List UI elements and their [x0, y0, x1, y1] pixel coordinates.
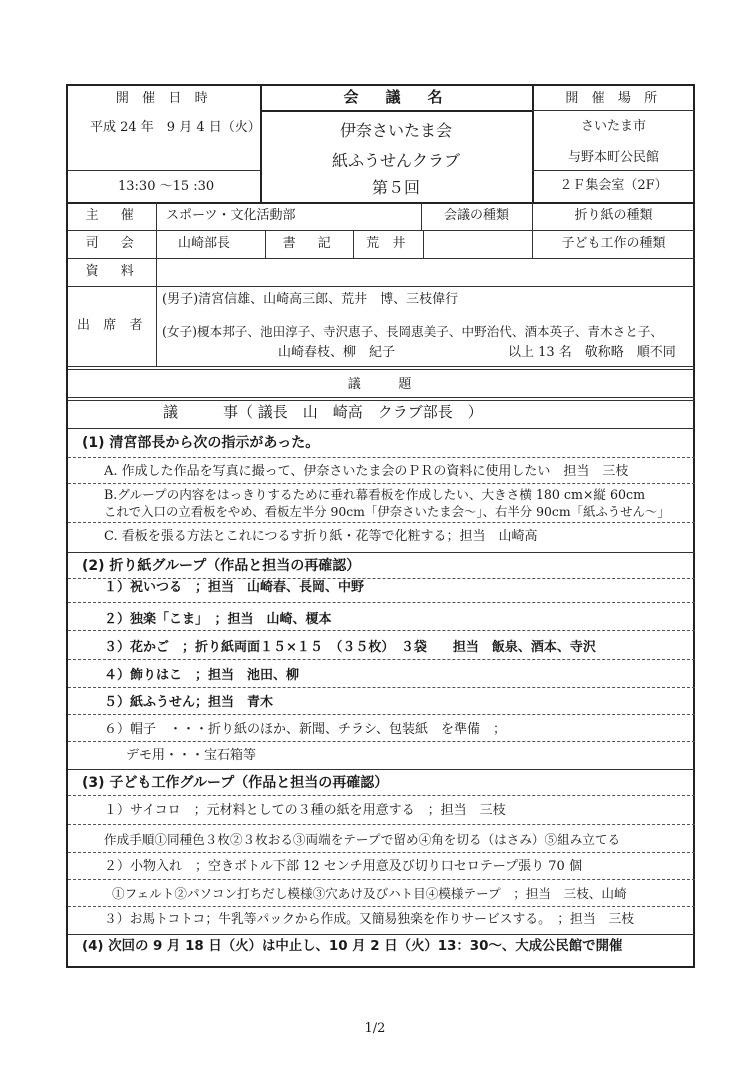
venue-hall: 与野本町公民館 [567, 150, 659, 165]
section-2-item-5: ５）紙ふうせん；担当 青木 [104, 695, 274, 710]
materials-label: 資 料 [85, 264, 139, 279]
chair-value: 山崎部長 [178, 236, 231, 251]
venue-city: さいたま市 [580, 119, 646, 134]
meeting-type-value: 折り紙の種類 [574, 208, 653, 223]
section-3-procedure: 作成手順①同種色３枚②３枚おる③両端をテープで留め④角を切る（はさみ）⑤組み立てる [104, 832, 621, 847]
meeting-club: 紙ふうせんクラブ [331, 151, 460, 170]
kids-craft-value: 子ども工作の種類 [561, 236, 666, 251]
proceedings-title: 議 事（ 議長 山 崎高 クラブ部長 ） [163, 403, 483, 421]
agenda-title: 議 題 [347, 377, 416, 392]
organizer-label: 主 催 [85, 208, 139, 223]
section-4-heading: (4) 次回の 9 月 18 日（火）は中止し、10 月 2 日（火）13：30〜、大成公民館で開催 [82, 939, 623, 954]
meeting-org: 伊奈さいたま会 [339, 121, 452, 140]
section-3-heading: (3) 子ども工作グループ（作品と担当の再確認） [82, 775, 389, 791]
section-2-heading: (2) 折り紙グループ（作品と担当の再確認） [82, 558, 361, 574]
attendees-male: (男子)清宮信雄、山崎高三郎、荒井 博、三枝偉行 [162, 292, 459, 307]
page-number: 1/2 [364, 1021, 386, 1036]
section-2-item-6: ６）帽子 ・・・折り紙のほか、新聞、チラシ、包装紙 を準備 ； [104, 722, 506, 737]
time-value: 13:30 〜15 :30 [118, 179, 215, 194]
minutes-frame [66, 84, 695, 968]
attendees-label: 出 席 者 [76, 318, 147, 333]
attendees-summary: 以上 13 名 敬称略 順不同 [508, 345, 676, 360]
meeting-type-label: 会議の種類 [443, 208, 509, 223]
attendees-female-1: (女子)榎本邦子、池田淳子、寺沢恵子、長岡恵美子、中野治代、酒本英子、青木さと子、 [162, 324, 663, 339]
section-2-item-2: ２）独楽「こま」 ；担当 山崎、榎本 [104, 612, 332, 627]
section-3-item-2: ２）小物入れ ；空きボトル下部 12 センチ用意及び切り口セロテープ張り 70 個 [104, 859, 582, 874]
section-2-item-6-demo: デモ用・・・宝石箱等 [126, 748, 257, 763]
chair-label: 司 会 [85, 236, 139, 251]
section-3-item-2-detail: ①フェルト②パソコン打ちだし模様③穴あけ及びハト目④模様テープ ；担当 三枝、山崎 [112, 886, 627, 901]
secretary-label: 書 記 [282, 236, 336, 251]
meeting-number: 第５回 [371, 178, 420, 197]
section-1-line-c: C. 看板を張る方法とこれにつるす折り紙・花等で化粧する；担当 山崎高 [104, 529, 538, 544]
venue-room: ２Ｆ集会室（2F） [559, 178, 668, 193]
date-value: 平成 24 年 9 月 4 日（火） [90, 120, 261, 135]
organizer-value: スポーツ・文化活動部 [166, 208, 296, 223]
attendees-female-2: 山崎春枝、柳 紀子 [278, 345, 396, 360]
secretary-value: 荒 井 [366, 236, 410, 251]
section-3-item-1: １）サイコロ ；元材料としての３種の紙を用意する ；担当 三枝 [104, 803, 506, 818]
date-label: 開 催 日 時 [115, 91, 213, 106]
section-2-item-4: ４）飾りはこ ；担当 池田、柳 [104, 668, 300, 683]
section-2-item-3: ３）花かご ；折り紙両面１５×１５ （３５枚） ３袋 担当 飯泉、酒本、寺沢 [104, 640, 596, 655]
section-1-line-b2: これで入口の立看板をやめ、看板左半分 90cm「伊奈さいたま会〜」、右半分 90cm「紙ふうせん〜」 [104, 504, 670, 519]
meeting-name-label: 会 議 名 [343, 88, 449, 106]
venue-label: 開 催 場 所 [565, 91, 662, 106]
section-1-line-a: A. 作成した作品を写真に撮って、伊奈さいたま会のＰＲの資料に使用したい 担当 三枝 [104, 464, 629, 479]
section-1-line-b: B.グループの内容をはっきりするために垂れ幕看板を作成したい、大きさ横 180 cm×縦 60cm [104, 487, 646, 502]
section-3-item-3: ３）お馬トコトコ；牛乳等パックから作成。又簡易独楽を作りサービスする。 ；担当 三枝 [104, 912, 635, 927]
section-1-heading: (1) 清宮部長から次の指示があった。 [82, 435, 320, 451]
section-2-item-1: １）祝いつる ；担当 山崎春、長岡、中野 [104, 580, 365, 595]
